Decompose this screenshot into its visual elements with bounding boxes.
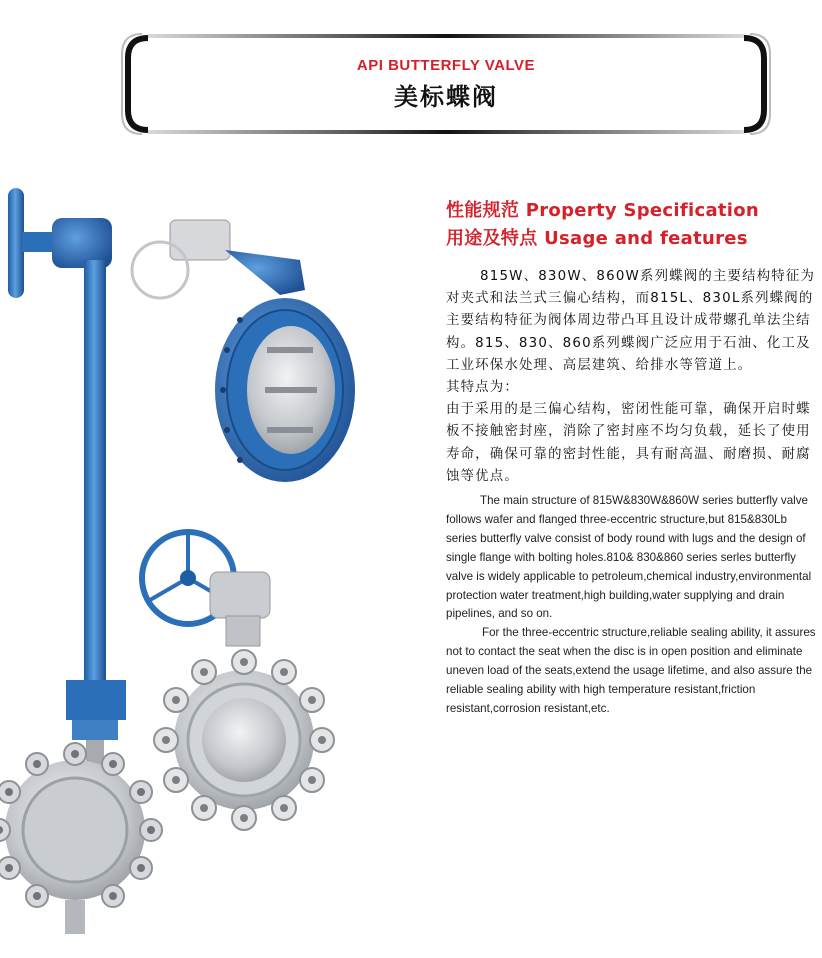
cn-paragraph-1: 815W、830W、860W系列蝶阀的主要结构特征为对夹式和法兰式三偏心结构，而815L、830L系列蝶阀的主要结构特征为阀体周边带凸耳且设计成带螺孔单法尘结构。815、830、860系列蝶阀广泛应用于石油、化工及工业环保水处理、高层建筑、给排水等管道上。 — [446, 269, 816, 373]
header-title-en: API BUTTERFLY VALVE — [356, 57, 536, 74]
chinese-description — [446, 266, 822, 488]
header-title-cn: 美标蝶阀 — [394, 83, 498, 111]
handwheel-lug-valve — [142, 532, 334, 830]
valve-illustrations — [0, 180, 440, 954]
spec-heading — [446, 197, 759, 253]
spec-heading-line1: 性能规范 Property Specification — [446, 200, 760, 221]
spec-heading-line2: 用途及特点 Usage and features — [446, 228, 748, 249]
english-description — [446, 492, 818, 719]
en-paragraph-1: The main structure of 815W&830W&860W series butterfly valve follows wafer and flanged three-eccentric structure,but 815&830Lb series butterfly valve consist of body round with lugs and the design of single flange with bolting holes.810& 830&860 series serles butterfly valve is widely applicable to petroleum,chemical industry,environmental protection water treatment,high building,water supplying and drain pipelines, and so on. — [446, 494, 812, 621]
header-banner — [120, 30, 772, 138]
cn-features-label: 其特点为： — [446, 380, 519, 396]
en-paragraph-2: For the three-eccentric structure,reliable sealing ability, it assures not to contact the seat when the disc is in open position and eliminate uneven load of the seats,extend the usage lifetime, and also assure the reliable sealing ability with high temperature resistant,friction resistant,corrosion resistant,etc. — [446, 626, 816, 715]
cn-paragraph-2: 由于采用的是三偏心结构，密闭性能可靠，确保开启时蝶板不接触密封座，消除了密封座不均匀负载，延长了使用寿命，确保可靠的密封性能，具有耐高温、耐磨损、耐腐蚀等优点。 — [446, 402, 811, 484]
flanged-actuated-valve — [132, 220, 355, 482]
long-stem-valve — [0, 188, 162, 934]
